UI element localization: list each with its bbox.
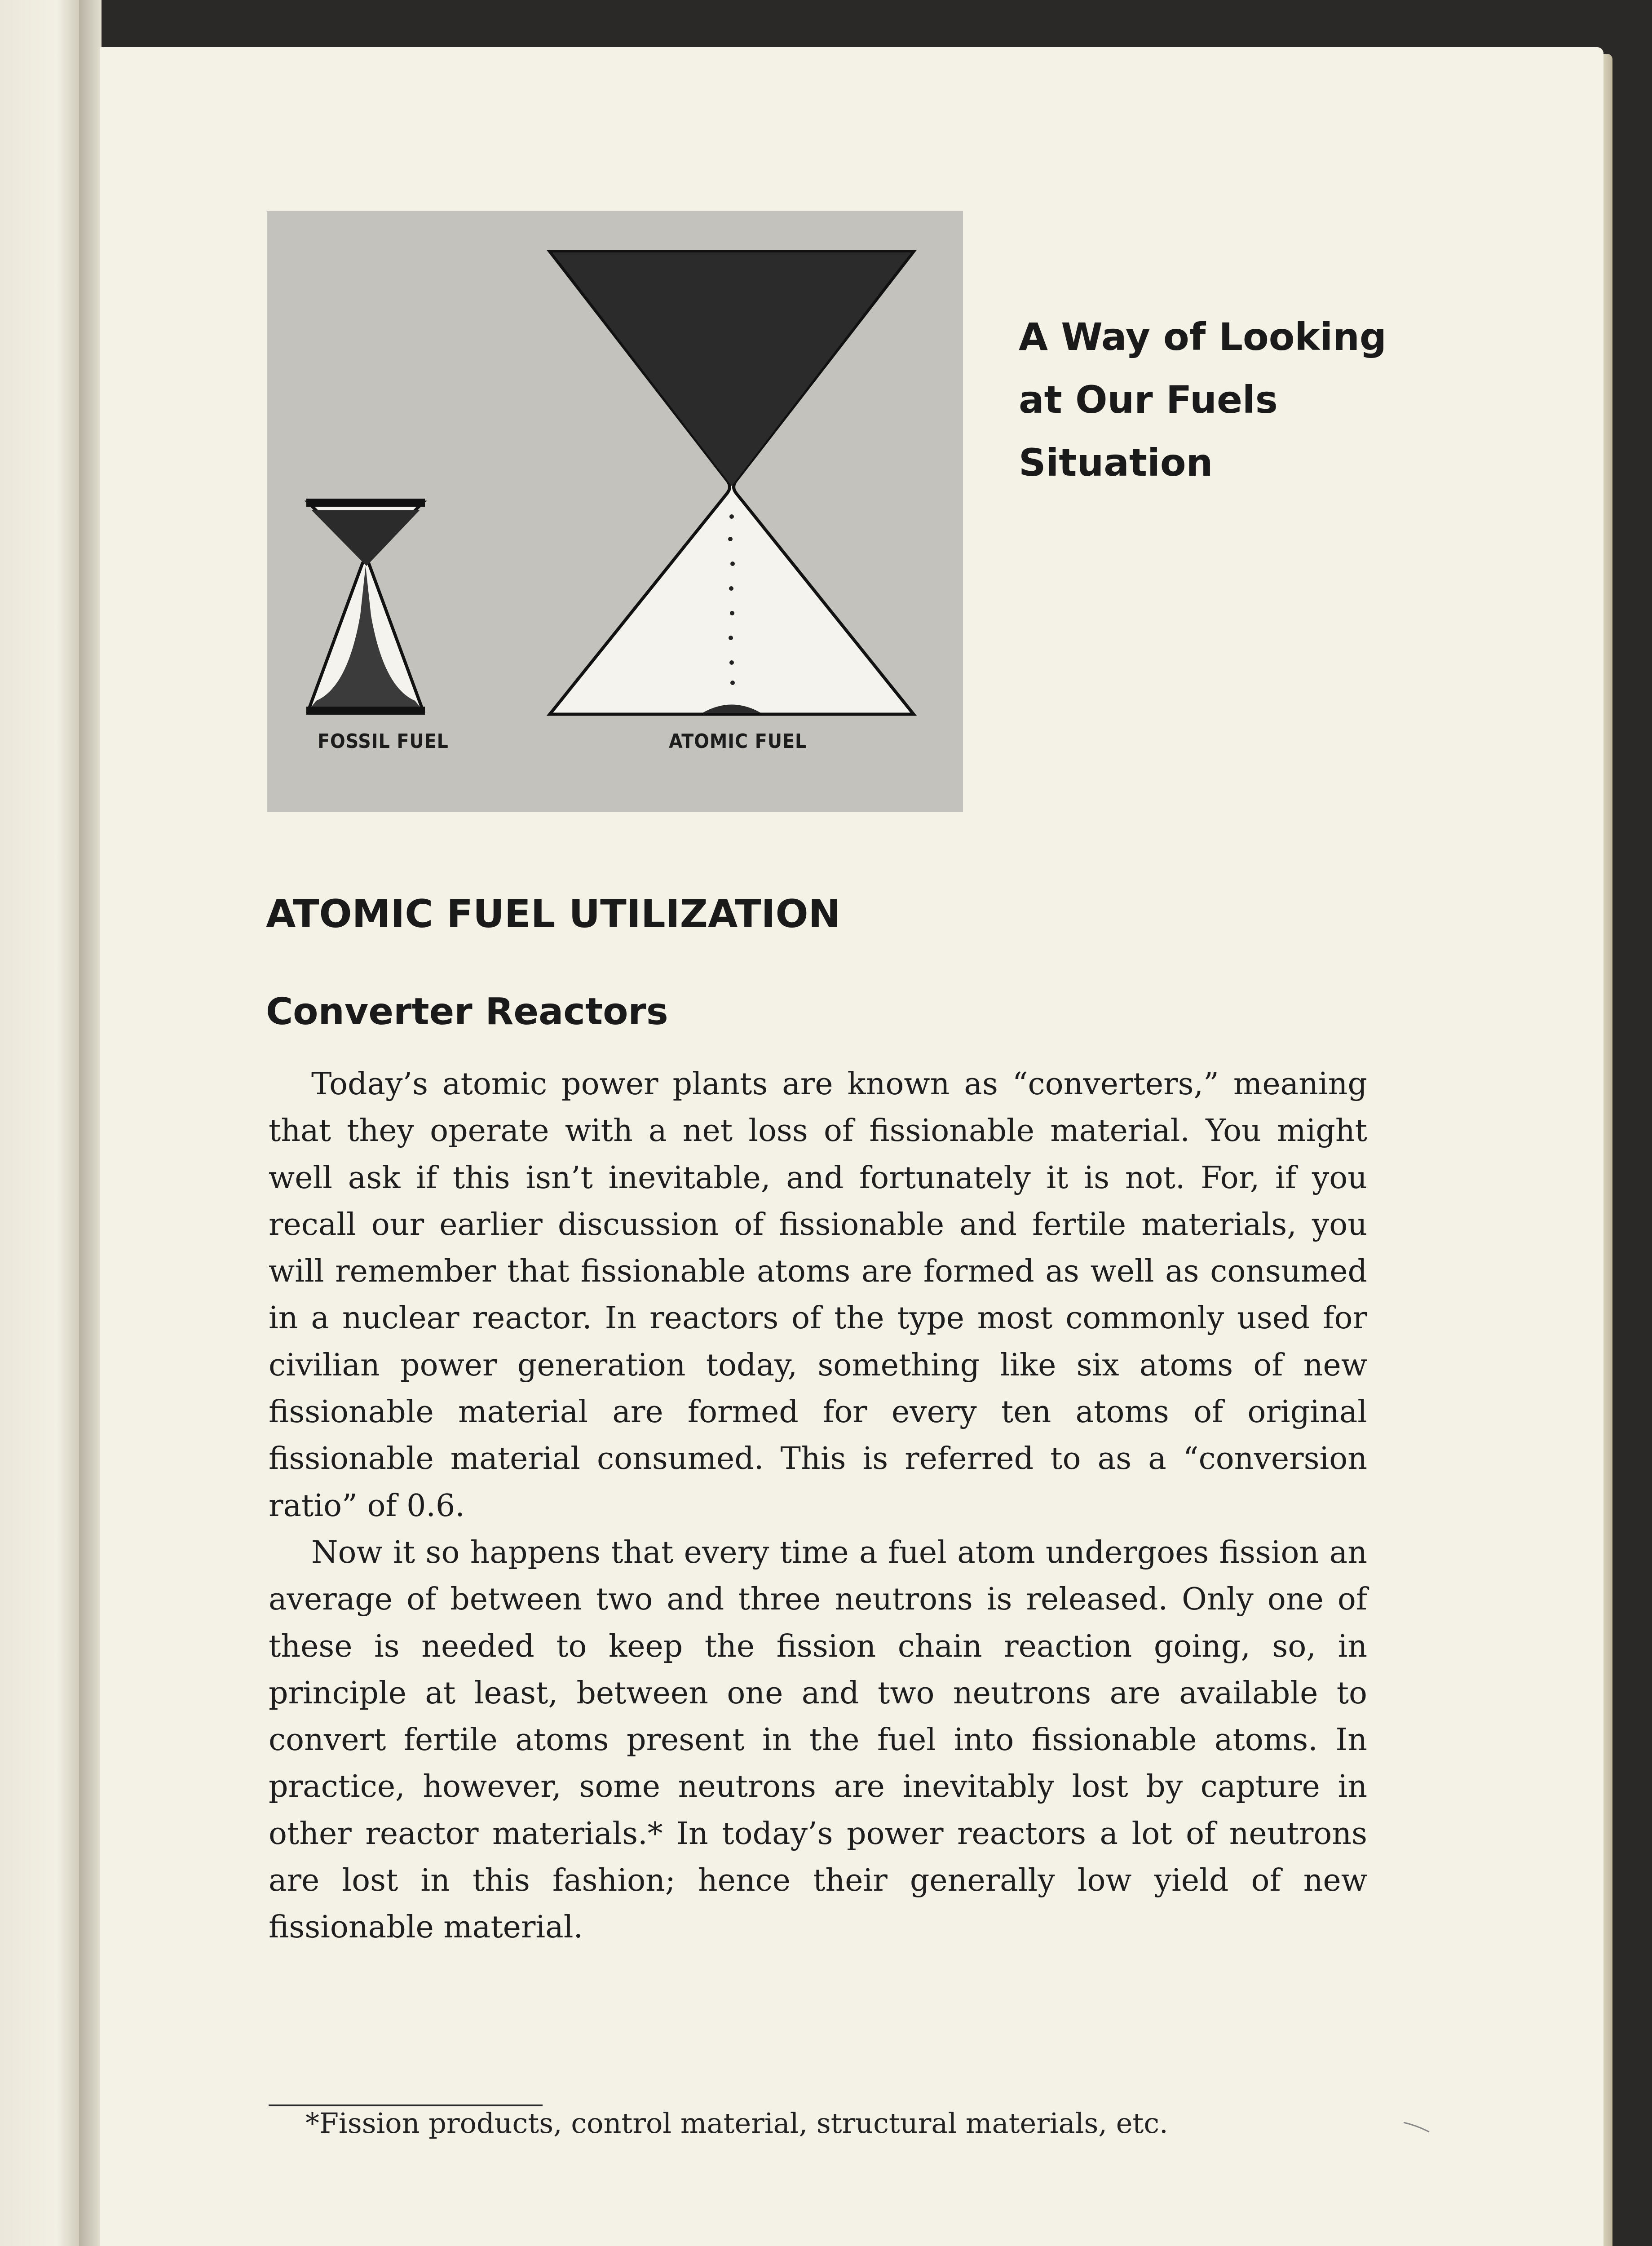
hourglass-figure bbox=[267, 211, 963, 812]
book-gutter bbox=[79, 0, 102, 2246]
figure-caption-title bbox=[1019, 305, 1423, 494]
section-heading: ATOMIC FUEL UTILIZATION bbox=[266, 892, 841, 937]
atomic-fuel-hourglass bbox=[550, 252, 914, 714]
hourglass-illustration bbox=[267, 211, 963, 812]
footnote: *Fission products, control material, structural materials, etc. bbox=[305, 2107, 1168, 2140]
caption-line-2: at Our Fuels bbox=[1019, 378, 1278, 422]
caption-line-3: Situation bbox=[1019, 441, 1213, 485]
footnote-rule bbox=[269, 2105, 543, 2106]
fossil-fuel-hourglass bbox=[306, 499, 425, 715]
pencil-mark-icon bbox=[1401, 2120, 1433, 2134]
facing-page-edge bbox=[0, 0, 81, 2246]
caption-line-1: A Way of Looking bbox=[1019, 315, 1387, 359]
paragraph: Now it so happens that every time a fuel atom undergoes fission an average of between two and three neutrons is released. Only one of these is needed to keep the fission chain reaction going, so, in principle at least, between one and two neutrons are available to convert fertile atoms present in the fuel into fissionable atoms. In practice, however, some neutrons are inevitably lost by capture in other reactor materials.* In today’s power reactors a lot of neutrons are lost in this fashion; hence their generally low yield of new fissionable material. bbox=[269, 1534, 1367, 1945]
sub-heading: Converter Reactors bbox=[266, 990, 668, 1033]
paragraph: Today’s atomic power plants are known as “converters,” meaning that they operate with a net loss of fissionable material. You might well ask if this isn’t inevitable, and fortunately it is not. For, if you recall our earlier discussion of fissionable and fertile materials, you will remember that fissionable atoms are formed as well as consumed in a nuclear reactor. In reactors of the type most commonly used for civilian power generation today, something like six atoms of new fissionable material are formed for every ten atoms of original fissionable material consumed. This is referred to as a “conversion ratio” of 0.6. bbox=[269, 1066, 1367, 1524]
atomic-fuel-label: ATOMIC FUEL bbox=[669, 730, 807, 753]
body-text bbox=[269, 1061, 1367, 1951]
fossil-fuel-label: FOSSIL FUEL bbox=[318, 730, 449, 753]
